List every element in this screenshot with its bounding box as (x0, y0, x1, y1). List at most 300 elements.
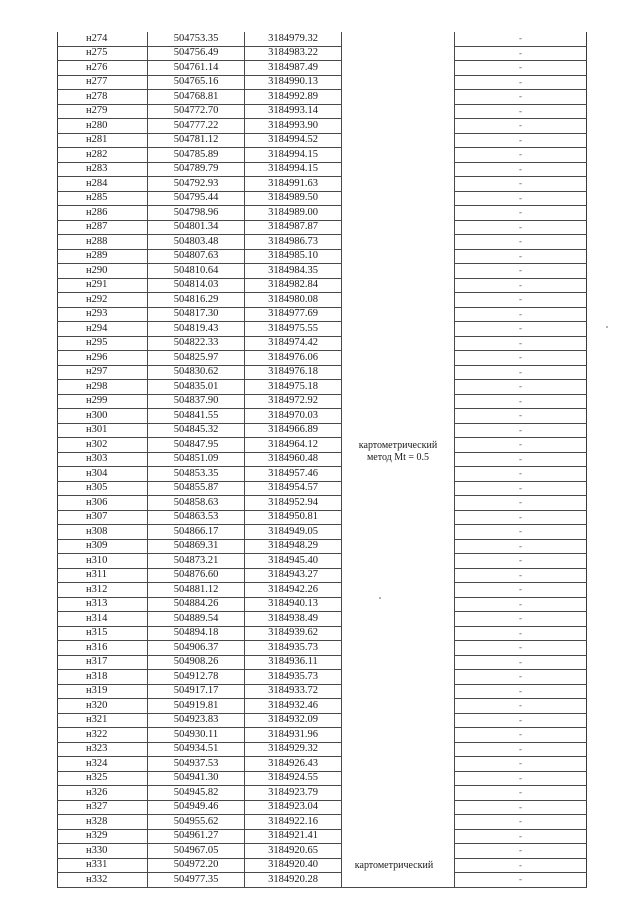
dash-cell: - (455, 699, 587, 714)
table-row (58, 583, 587, 598)
y-coordinate-cell: 3184966.89 (245, 423, 342, 438)
point-name-cell: н320 (58, 699, 148, 714)
table-row (58, 75, 587, 90)
x-coordinate-cell: 504937.53 (148, 757, 245, 772)
point-name-cell: н288 (58, 235, 148, 250)
table-row (58, 771, 587, 786)
point-name-cell: н324 (58, 757, 148, 772)
y-coordinate-cell: 3184950.81 (245, 510, 342, 525)
dash-cell: - (455, 394, 587, 409)
y-coordinate-cell: 3184983.22 (245, 46, 342, 61)
point-name-cell: н311 (58, 568, 148, 583)
dash-cell: - (455, 626, 587, 641)
table-row (58, 670, 587, 685)
dash-cell: - (455, 612, 587, 627)
point-name-cell: н308 (58, 525, 148, 540)
y-coordinate-cell: 3184920.28 (245, 873, 342, 888)
dash-cell: - (455, 351, 587, 366)
dash-cell: - (455, 467, 587, 482)
dash-cell: - (455, 554, 587, 569)
x-coordinate-cell: 504801.34 (148, 220, 245, 235)
point-name-cell: н314 (58, 612, 148, 627)
table-row (58, 90, 587, 105)
y-coordinate-cell: 3184974.42 (245, 336, 342, 351)
dash-cell: - (455, 249, 587, 264)
x-coordinate-cell: 504967.05 (148, 844, 245, 859)
x-coordinate-cell: 504876.60 (148, 568, 245, 583)
x-coordinate-cell: 504934.51 (148, 742, 245, 757)
table-row (58, 322, 587, 337)
table-row (58, 510, 587, 525)
y-coordinate-cell: 3184957.46 (245, 467, 342, 482)
y-coordinate-cell: 3184924.55 (245, 771, 342, 786)
y-coordinate-cell: 3184923.04 (245, 800, 342, 815)
y-coordinate-cell: 3184976.06 (245, 351, 342, 366)
dash-cell: - (455, 525, 587, 540)
y-coordinate-cell: 3184945.40 (245, 554, 342, 569)
x-coordinate-cell: 504941.30 (148, 771, 245, 786)
point-name-cell: н329 (58, 829, 148, 844)
y-coordinate-cell: 3184977.69 (245, 307, 342, 322)
x-coordinate-cell: 504955.62 (148, 815, 245, 830)
table-row (58, 365, 587, 380)
y-coordinate-cell: 3184986.73 (245, 235, 342, 250)
x-coordinate-cell: 504825.97 (148, 351, 245, 366)
x-coordinate-cell: 504772.70 (148, 104, 245, 119)
y-coordinate-cell: 3184942.26 (245, 583, 342, 598)
table-row (58, 858, 587, 873)
y-coordinate-cell: 3184994.52 (245, 133, 342, 148)
dash-cell: - (455, 148, 587, 163)
y-coordinate-cell: 3184952.94 (245, 496, 342, 511)
point-name-cell: н317 (58, 655, 148, 670)
x-coordinate-cell: 504923.83 (148, 713, 245, 728)
point-name-cell: н304 (58, 467, 148, 482)
x-coordinate-cell: 504961.27 (148, 829, 245, 844)
table-row (58, 829, 587, 844)
point-name-cell: н295 (58, 336, 148, 351)
dash-cell: - (455, 90, 587, 105)
point-name-cell: н299 (58, 394, 148, 409)
method-note-line-2: метод Mt = 0.5 (366, 452, 430, 464)
point-name-cell: н309 (58, 539, 148, 554)
x-coordinate-cell: 504845.32 (148, 423, 245, 438)
dash-cell: - (455, 191, 587, 206)
point-name-cell: н286 (58, 206, 148, 221)
point-name-cell: н313 (58, 597, 148, 612)
point-name-cell: н321 (58, 713, 148, 728)
x-coordinate-cell: 504908.26 (148, 655, 245, 670)
table-row (58, 481, 587, 496)
table-row (58, 467, 587, 482)
y-coordinate-cell: 3184987.87 (245, 220, 342, 235)
dash-cell: - (455, 858, 587, 873)
dash-cell: - (455, 496, 587, 511)
y-coordinate-cell: 3184943.27 (245, 568, 342, 583)
table-row (58, 293, 587, 308)
point-name-cell: н284 (58, 177, 148, 192)
x-coordinate-cell: 504858.63 (148, 496, 245, 511)
dash-cell: - (455, 728, 587, 743)
x-coordinate-cell: 504853.35 (148, 467, 245, 482)
table-row (58, 133, 587, 148)
y-coordinate-cell: 3184949.05 (245, 525, 342, 540)
y-coordinate-cell: 3184980.08 (245, 293, 342, 308)
point-name-cell: н289 (58, 249, 148, 264)
y-coordinate-cell: 3184964.12 (245, 438, 342, 453)
dash-cell: - (455, 829, 587, 844)
dash-cell: - (455, 220, 587, 235)
point-name-cell: н294 (58, 322, 148, 337)
x-coordinate-cell: 504912.78 (148, 670, 245, 685)
y-coordinate-cell: 3184989.00 (245, 206, 342, 221)
table-row (58, 873, 587, 888)
x-coordinate-cell: 504889.54 (148, 612, 245, 627)
y-coordinate-cell: 3184954.57 (245, 481, 342, 496)
point-name-cell: н297 (58, 365, 148, 380)
x-coordinate-cell: 504753.35 (148, 32, 245, 46)
point-name-cell: н318 (58, 670, 148, 685)
dash-cell: - (455, 61, 587, 76)
point-name-cell: н292 (58, 293, 148, 308)
point-name-cell: н302 (58, 438, 148, 453)
dash-cell: - (455, 423, 587, 438)
point-name-cell: н278 (58, 90, 148, 105)
y-coordinate-cell: 3184929.32 (245, 742, 342, 757)
x-coordinate-cell: 504873.21 (148, 554, 245, 569)
x-coordinate-cell: 504863.53 (148, 510, 245, 525)
table-row (58, 206, 587, 221)
table-row (58, 220, 587, 235)
x-coordinate-cell: 504761.14 (148, 61, 245, 76)
y-coordinate-cell: 3184992.89 (245, 90, 342, 105)
dash-cell: - (455, 873, 587, 888)
point-name-cell: н332 (58, 873, 148, 888)
x-coordinate-cell: 504810.64 (148, 264, 245, 279)
point-name-cell: н307 (58, 510, 148, 525)
dash-cell: - (455, 409, 587, 424)
dash-cell: - (455, 119, 587, 134)
dash-cell: - (455, 510, 587, 525)
y-coordinate-cell: 3184994.15 (245, 148, 342, 163)
y-coordinate-cell: 3184972.92 (245, 394, 342, 409)
y-coordinate-cell: 3184993.90 (245, 119, 342, 134)
y-coordinate-cell: 3184975.55 (245, 322, 342, 337)
scan-speck (379, 597, 381, 599)
y-coordinate-cell: 3184926.43 (245, 757, 342, 772)
y-coordinate-cell: 3184921.41 (245, 829, 342, 844)
dash-cell: - (455, 757, 587, 772)
table-row (58, 409, 587, 424)
dash-cell: - (455, 278, 587, 293)
x-coordinate-cell: 504884.26 (148, 597, 245, 612)
point-name-cell: н301 (58, 423, 148, 438)
x-coordinate-cell: 504807.63 (148, 249, 245, 264)
x-coordinate-cell: 504837.90 (148, 394, 245, 409)
point-name-cell: н303 (58, 452, 148, 467)
point-name-cell: н310 (58, 554, 148, 569)
table-row (58, 728, 587, 743)
x-coordinate-cell: 504817.30 (148, 307, 245, 322)
x-coordinate-cell: 504789.79 (148, 162, 245, 177)
y-coordinate-cell: 3184948.29 (245, 539, 342, 554)
method-cell-last (342, 873, 455, 888)
x-coordinate-cell: 504765.16 (148, 75, 245, 90)
x-coordinate-cell: 504919.81 (148, 699, 245, 714)
x-coordinate-cell: 504977.35 (148, 873, 245, 888)
table-row (58, 742, 587, 757)
dash-cell: - (455, 655, 587, 670)
point-name-cell: н327 (58, 800, 148, 815)
x-coordinate-cell: 504830.62 (148, 365, 245, 380)
x-coordinate-cell: 504855.87 (148, 481, 245, 496)
y-coordinate-cell: 3184933.72 (245, 684, 342, 699)
scan-speck (606, 326, 608, 328)
y-coordinate-cell: 3184960.48 (245, 452, 342, 467)
dash-cell: - (455, 264, 587, 279)
table-row (58, 655, 587, 670)
y-coordinate-cell: 3184970.03 (245, 409, 342, 424)
y-coordinate-cell: 3184989.50 (245, 191, 342, 206)
dash-cell: - (455, 771, 587, 786)
y-coordinate-cell: 3184991.63 (245, 177, 342, 192)
table-row (58, 61, 587, 76)
dash-cell: - (455, 307, 587, 322)
x-coordinate-cell: 504917.17 (148, 684, 245, 699)
x-coordinate-cell: 504930.11 (148, 728, 245, 743)
dash-cell: - (455, 815, 587, 830)
y-coordinate-cell: 3184994.15 (245, 162, 342, 177)
point-name-cell: н296 (58, 351, 148, 366)
x-coordinate-cell: 504756.49 (148, 46, 245, 61)
point-name-cell: н326 (58, 786, 148, 801)
x-coordinate-cell: 504803.48 (148, 235, 245, 250)
point-name-cell: н280 (58, 119, 148, 134)
y-coordinate-cell: 3184935.73 (245, 641, 342, 656)
y-coordinate-cell: 3184932.09 (245, 713, 342, 728)
y-coordinate-cell: 3184975.18 (245, 380, 342, 395)
table-row (58, 191, 587, 206)
dash-cell: - (455, 742, 587, 757)
table-row (58, 380, 587, 395)
y-coordinate-cell: 3184932.46 (245, 699, 342, 714)
point-name-cell: н328 (58, 815, 148, 830)
method-note-line-1: картометрический (358, 440, 438, 452)
method-footer-note: картометрический (354, 860, 434, 871)
table-row (58, 307, 587, 322)
dash-cell: - (455, 539, 587, 554)
x-coordinate-cell: 504835.01 (148, 380, 245, 395)
dash-cell: - (455, 641, 587, 656)
table-row (58, 612, 587, 627)
dash-cell: - (455, 481, 587, 496)
dash-cell: - (455, 293, 587, 308)
dash-cell: - (455, 684, 587, 699)
dash-cell: - (455, 32, 587, 46)
dash-cell: - (455, 800, 587, 815)
table-row (58, 438, 587, 453)
point-name-cell: н282 (58, 148, 148, 163)
point-name-cell: н306 (58, 496, 148, 511)
point-name-cell: н275 (58, 46, 148, 61)
table-row (58, 278, 587, 293)
dash-cell: - (455, 438, 587, 453)
y-coordinate-cell: 3184920.40 (245, 858, 342, 873)
x-coordinate-cell: 504847.95 (148, 438, 245, 453)
table-row (58, 177, 587, 192)
y-coordinate-cell: 3184979.32 (245, 32, 342, 46)
point-name-cell: н291 (58, 278, 148, 293)
dash-cell: - (455, 75, 587, 90)
x-coordinate-cell: 504822.33 (148, 336, 245, 351)
x-coordinate-cell: 504819.43 (148, 322, 245, 337)
y-coordinate-cell: 3184939.62 (245, 626, 342, 641)
y-coordinate-cell: 3184982.84 (245, 278, 342, 293)
point-name-cell: н276 (58, 61, 148, 76)
dash-cell: - (455, 380, 587, 395)
x-coordinate-cell: 504945.82 (148, 786, 245, 801)
table-row (58, 597, 587, 612)
y-coordinate-cell: 3184984.35 (245, 264, 342, 279)
point-name-cell: н323 (58, 742, 148, 757)
y-coordinate-cell: 3184985.10 (245, 249, 342, 264)
dash-cell: - (455, 336, 587, 351)
point-name-cell: н287 (58, 220, 148, 235)
dash-cell: - (455, 162, 587, 177)
dash-cell: - (455, 568, 587, 583)
dash-cell: - (455, 104, 587, 119)
table-row (58, 815, 587, 830)
table-row (58, 684, 587, 699)
y-coordinate-cell: 3184922.16 (245, 815, 342, 830)
point-name-cell: н315 (58, 626, 148, 641)
point-name-cell: н283 (58, 162, 148, 177)
table-row (58, 336, 587, 351)
table-row (58, 148, 587, 163)
table-row (58, 249, 587, 264)
x-coordinate-cell: 504781.12 (148, 133, 245, 148)
table-row (58, 800, 587, 815)
table-row (58, 235, 587, 250)
table-row (58, 713, 587, 728)
table-row (58, 525, 587, 540)
x-coordinate-cell: 504881.12 (148, 583, 245, 598)
table-row (58, 162, 587, 177)
point-name-cell: н325 (58, 771, 148, 786)
point-name-cell: н316 (58, 641, 148, 656)
x-coordinate-cell: 504841.55 (148, 409, 245, 424)
point-name-cell: н281 (58, 133, 148, 148)
table-row (58, 394, 587, 409)
x-coordinate-cell: 504785.89 (148, 148, 245, 163)
x-coordinate-cell: 504972.20 (148, 858, 245, 873)
x-coordinate-cell: 504866.17 (148, 525, 245, 540)
point-name-cell: н312 (58, 583, 148, 598)
table-row (58, 264, 587, 279)
x-coordinate-cell: 504906.37 (148, 641, 245, 656)
y-coordinate-cell: 3184920.65 (245, 844, 342, 859)
y-coordinate-cell: 3184923.79 (245, 786, 342, 801)
table-row (58, 699, 587, 714)
dash-cell: - (455, 786, 587, 801)
dash-cell: - (455, 583, 587, 598)
point-name-cell: н290 (58, 264, 148, 279)
y-coordinate-cell: 3184987.49 (245, 61, 342, 76)
dash-cell: - (455, 597, 587, 612)
dash-cell: - (455, 322, 587, 337)
x-coordinate-cell: 504792.93 (148, 177, 245, 192)
y-coordinate-cell: 3184940.13 (245, 597, 342, 612)
x-coordinate-cell: 504777.22 (148, 119, 245, 134)
point-name-cell: н298 (58, 380, 148, 395)
table-row (58, 568, 587, 583)
coordinates-table-body (58, 32, 587, 887)
table-row (58, 32, 587, 46)
point-name-cell: н277 (58, 75, 148, 90)
table-row (58, 757, 587, 772)
x-coordinate-cell: 504768.81 (148, 90, 245, 105)
table-row (58, 786, 587, 801)
table-row (58, 452, 587, 467)
point-name-cell: н331 (58, 858, 148, 873)
x-coordinate-cell: 504851.09 (148, 452, 245, 467)
coordinates-table (57, 32, 587, 888)
y-coordinate-cell: 3184931.96 (245, 728, 342, 743)
y-coordinate-cell: 3184976.18 (245, 365, 342, 380)
dash-cell: - (455, 46, 587, 61)
point-name-cell: н279 (58, 104, 148, 119)
table-row (58, 104, 587, 119)
point-name-cell: н285 (58, 191, 148, 206)
y-coordinate-cell: 3184990.13 (245, 75, 342, 90)
x-coordinate-cell: 504869.31 (148, 539, 245, 554)
dash-cell: - (455, 206, 587, 221)
table-row (58, 641, 587, 656)
point-name-cell: н319 (58, 684, 148, 699)
table-row (58, 554, 587, 569)
table-row (58, 423, 587, 438)
y-coordinate-cell: 3184938.49 (245, 612, 342, 627)
dash-cell: - (455, 844, 587, 859)
dash-cell: - (455, 452, 587, 467)
point-name-cell: н274 (58, 32, 148, 46)
dash-cell: - (455, 235, 587, 250)
x-coordinate-cell: 504894.18 (148, 626, 245, 641)
point-name-cell: н305 (58, 481, 148, 496)
table-row (58, 844, 587, 859)
y-coordinate-cell: 3184993.14 (245, 104, 342, 119)
table-row (58, 496, 587, 511)
x-coordinate-cell: 504795.44 (148, 191, 245, 206)
dash-cell: - (455, 365, 587, 380)
point-name-cell: н293 (58, 307, 148, 322)
dash-cell: - (455, 670, 587, 685)
method-cell (342, 32, 455, 873)
y-coordinate-cell: 3184935.73 (245, 670, 342, 685)
table-row (58, 46, 587, 61)
y-coordinate-cell: 3184936.11 (245, 655, 342, 670)
point-name-cell: н300 (58, 409, 148, 424)
dash-cell: - (455, 177, 587, 192)
point-name-cell: н330 (58, 844, 148, 859)
dash-cell: - (455, 713, 587, 728)
x-coordinate-cell: 504798.96 (148, 206, 245, 221)
dash-cell: - (455, 133, 587, 148)
x-coordinate-cell: 504949.46 (148, 800, 245, 815)
x-coordinate-cell: 504814.03 (148, 278, 245, 293)
x-coordinate-cell: 504816.29 (148, 293, 245, 308)
point-name-cell: н322 (58, 728, 148, 743)
